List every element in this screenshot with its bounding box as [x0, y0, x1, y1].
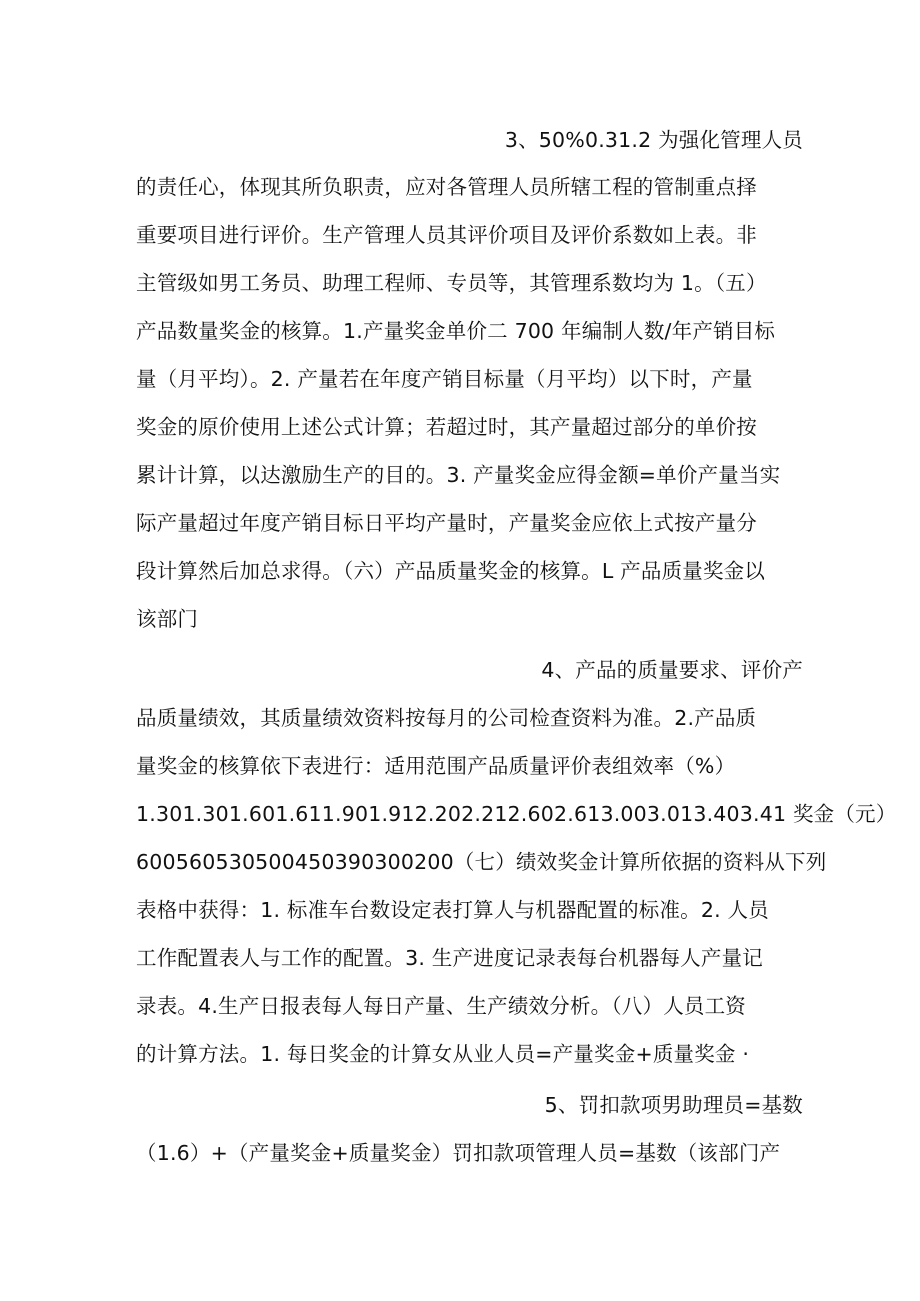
paragraph-line: 累计计算，以达激励生产的目的。3. 产量奖金应得金额=单价产量当实	[136, 463, 781, 487]
paragraph-line: 录表。4.生产日报表每人每日产量、生产绩效分析。（八）人员工资	[136, 994, 747, 1018]
paragraph-line: 际产量超过年度产销目标日平均产量时，产量奖金应依上式按产量分	[136, 511, 757, 535]
paragraph-line: 该部门	[136, 607, 199, 631]
section-4-heading: 4、产品的质量要求、评价产	[541, 658, 803, 682]
paragraph-line: 表格中获得：1. 标准车台数设定表打算人与机器配置的标准。2. 人员	[136, 898, 769, 922]
paragraph-line: 1.301.301.601.611.901.912.202.212.602.613.003.013.403.41 奖金（元）	[136, 802, 897, 826]
paragraph-line: 的计算方法。1. 每日奖金的计算女从业人员=产量奖金+质量奖金 ·	[136, 1042, 750, 1066]
paragraph-line: 奖金的原价使用上述公式计算；若超过时，其产量超过部分的单价按	[136, 415, 757, 439]
paragraph-line: 主管级如男工务员、助理工程师、专员等，其管理系数均为 1。（五）	[136, 271, 767, 295]
section-3-heading: 3、50%0.31.2 为强化管理人员	[504, 128, 803, 152]
paragraph-line: 量（月平均）。2. 产量若在年度产销目标量（月平均）以下时，产量	[136, 367, 753, 391]
paragraph-line: 重要项目进行评价。生产管理人员其评价项目及评价系数如上表。非	[136, 223, 757, 247]
paragraph-line: 品质量绩效，其质量绩效资料按每月的公司检查资料为准。2.产品质	[136, 706, 757, 730]
paragraph-line: 段计算然后加总求得。（六）产品质量奖金的核算。L 产品质量奖金以	[136, 559, 766, 583]
section-5-heading: 5、罚扣款项男助理员=基数	[544, 1093, 803, 1117]
paragraph-line: 量奖金的核算依下表进行：适用范围产品质量评价表组效率（%）	[136, 754, 736, 778]
paragraph-line: 产品数量奖金的核算。1.产量奖金单价二 700 年编制人数/年产销目标	[136, 319, 776, 343]
paragraph-line: （1.6）+（产量奖金+质量奖金）罚扣款项管理人员=基数（该部门产	[136, 1141, 781, 1165]
paragraph-line: 工作配置表人与工作的配置。3. 生产进度记录表每台机器每人产量记	[136, 946, 763, 970]
paragraph-line: 600560530500450390300200（七）绩效奖金计算所依据的资料从下列	[136, 850, 827, 874]
paragraph-line: 的责任心，体现其所负职责，应对各管理人员所辖工程的管制重点择	[136, 175, 757, 199]
